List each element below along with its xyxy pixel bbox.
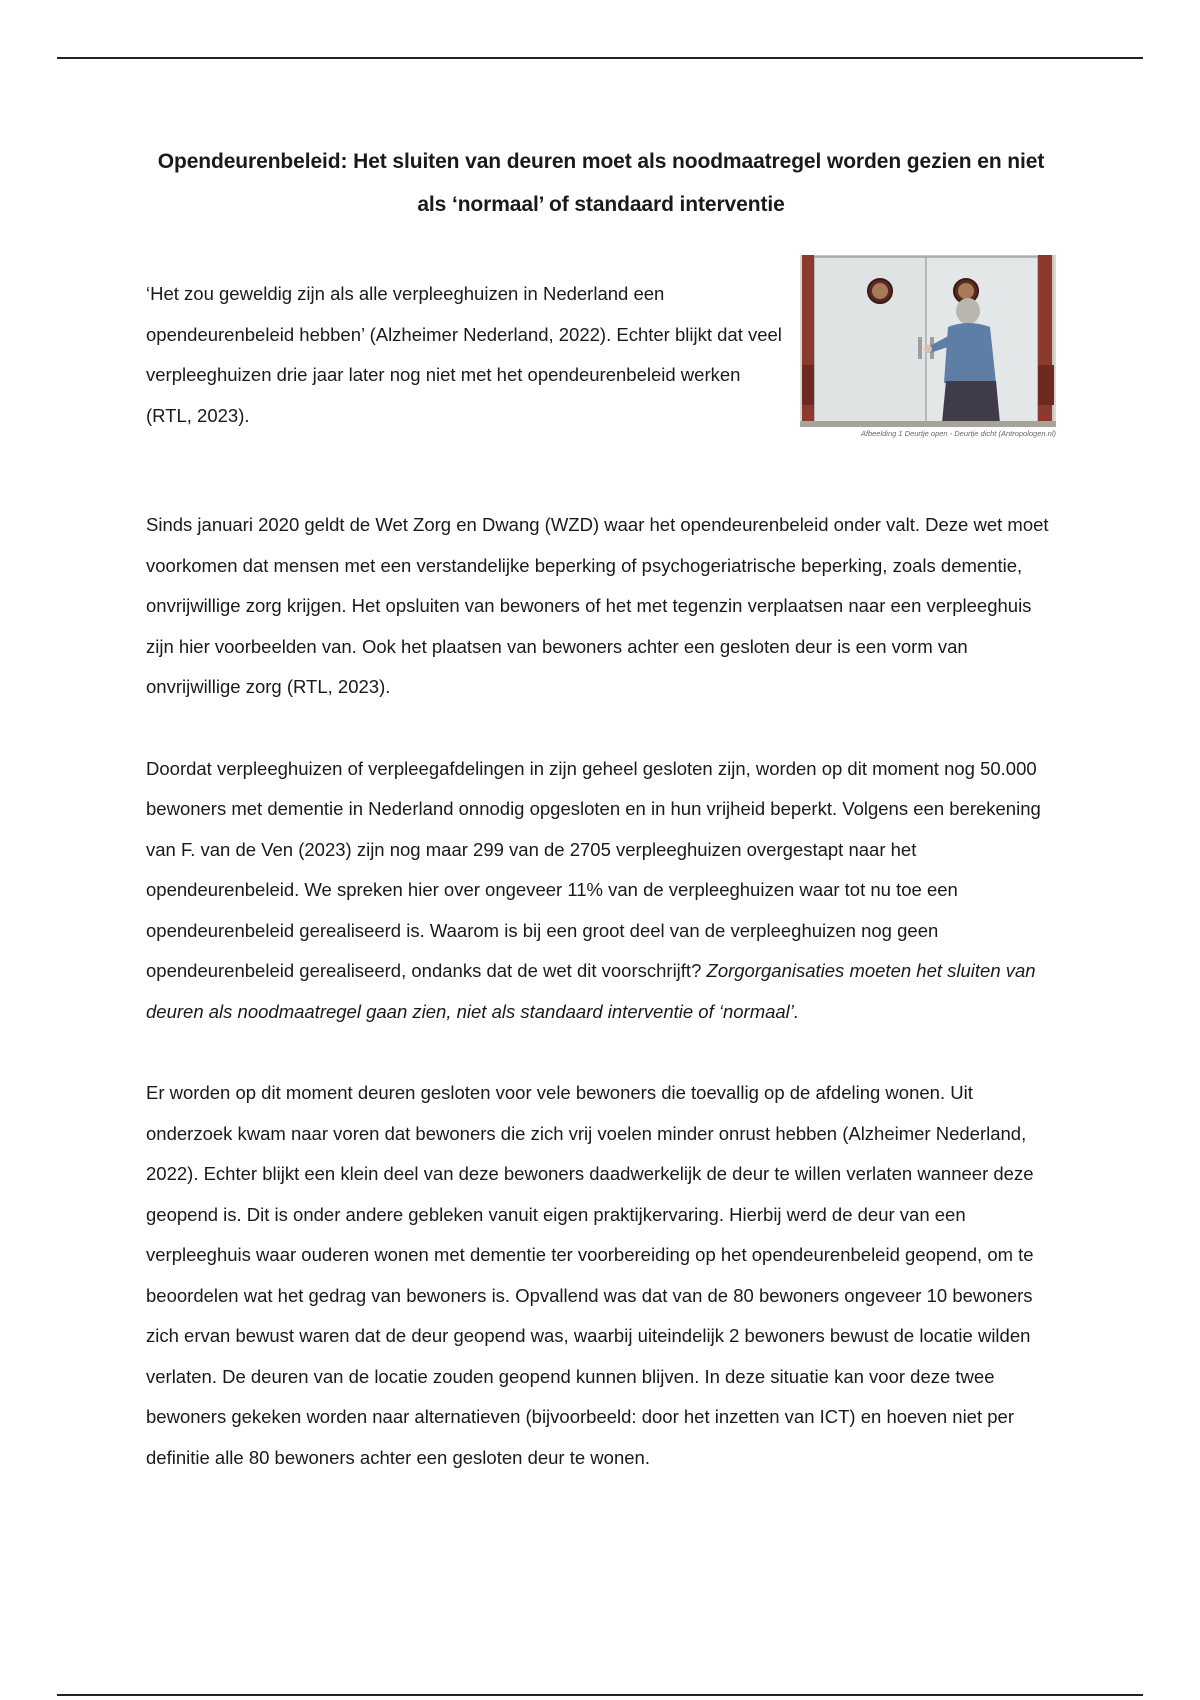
figure-image <box>800 255 1056 427</box>
intro-paragraph: ‘Het zou geweldig zijn als alle verpleeghuizen in Nederland een opendeurenbeleid hebben’ (Alzheimer Nederland, 2022). Echter blijkt dat veel verpleeghuizen drie jaar later nog niet met het opendeurenbeleid werken (RTL, 2023). <box>146 283 782 426</box>
figure-caption: Afbeelding 1 Deurtje open - Deurtje dicht (Antropologen.nl) <box>860 429 1056 438</box>
document-title: Opendeurenbeleid: Het sluiten van deuren moet als noodmaatregel worden gezien en niet als ‘normaal’ of standaard interventie <box>157 150 1045 216</box>
paragraph-statistics <box>146 749 1056 1033</box>
paragraph-wzd: Sinds januari 2020 geldt de Wet Zorg en Dwang (WZD) waar het opendeurenbeleid onder valt. Deze wet moet voorkomen dat mensen met een verstandelijke beperking of psychogeriatrische beperking, zoals dementie, onvrijwillige zorg krijgen. Het opsluiten van bewoners of het met tegenzin verplaatsen naar een verpleeghuis zijn hier voorbeelden van. Ook het plaatsen van bewoners achter een gesloten deur is een vorm van onvrijwillige zorg (RTL, 2023). <box>146 514 1049 697</box>
figure <box>800 255 1056 438</box>
document-page <box>146 140 1056 1478</box>
header-rule <box>57 57 1143 59</box>
paragraph-statistics-text: Doordat verpleeghuizen of verpleegafdelingen in zijn geheel gesloten zijn, worden op dit moment nog 50.000 bewoners met dementie in Nederland onnodig opgesloten en in hun vrijheid beperkt. Volgens een berekening van F. van de Ven (2023) zijn nog maar 299 van de 2705 verpleeghuizen overgestapt naar het opendeurenbeleid. We spreken hier over ongeveer 11% van de verpleeghuizen waar tot nu toe een opendeurenbeleid gerealiseerd is. Waarom is bij een groot deel van de verpleeghuizen nog geen opendeurenbeleid gerealiseerd, ondanks dat de wet dit voorschrijft? <box>146 757 1041 981</box>
paragraph-practice: Er worden op dit moment deuren gesloten voor vele bewoners die toevallig op de afdeling wonen. Uit onderzoek kwam naar voren dat bewoners die zich vrij voelen minder onrust hebben (Alzheimer Nederland, 2022). Echter blijkt een klein deel van deze bewoners daadwerkelijk de deur te willen verlaten wanneer deze geopend is. Dit is onder andere gebleken vanuit eigen praktijkervaring. Hierbij werd de deur van een verpleeghuis waar ouderen wonen met dementie ter voorbereiding op het opendeurenbeleid geopend, om te beoordelen wat het gedrag van bewoners is. Opvallend was dat van de 80 bewoners ongeveer 10 bewoners zich ervan bewust waren dat de deur geopend was, waarbij uiteindelijk 2 bewoners bewust de locatie wilden verlaten. De deuren van de locatie zouden geopend kunnen blijven. In deze situatie kan voor deze twee bewoners gekeken worden naar alternatieven (bijvoorbeeld: door het inzetten van ICT) en hoeven niet per definitie alle 80 bewoners achter een gesloten deur te wonen. <box>146 1082 1034 1468</box>
footer-rule <box>57 1694 1143 1696</box>
intro-section <box>146 274 1056 474</box>
thesis-statement: Zorgorganisaties moeten het sluiten van deuren als noodmaatregel gaan zien, niet als standaard interventie of ‘normaal’. <box>146 960 1036 1022</box>
